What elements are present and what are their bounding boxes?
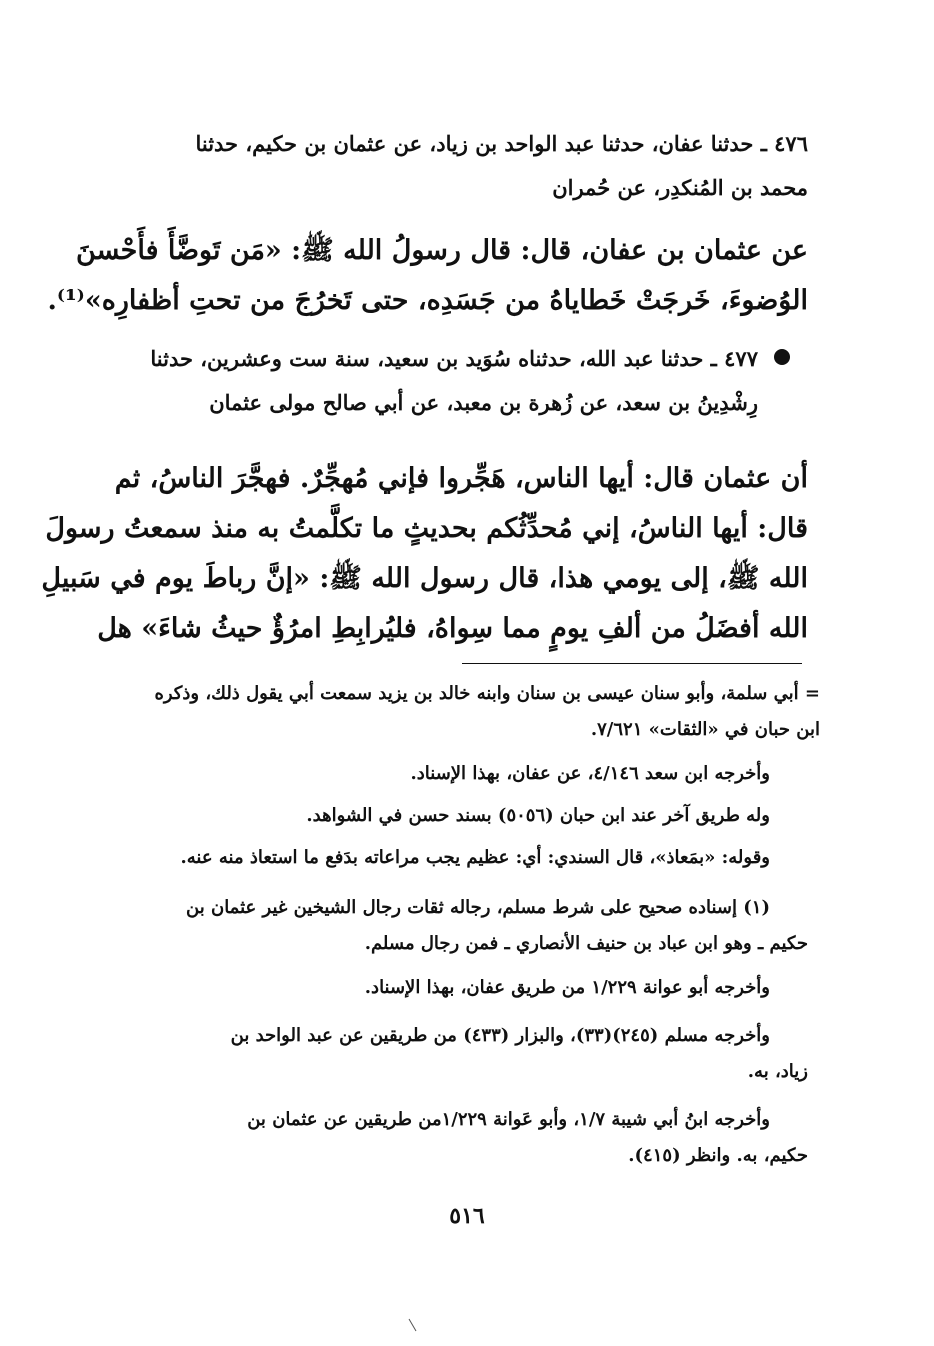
text-line: عن عثمان بن عفان، قال: قال رسولُ الله ﷺ: «مَن تَوضَّأَ فأَحْسنَ bbox=[76, 235, 808, 266]
footnote-paragraph bbox=[108, 1102, 808, 1174]
hadith-476-isnad bbox=[108, 122, 808, 210]
text-line: ٤٧٧ ـ حدثنا عبد الله، حدثناه سُوَيد بن سعيد، سنة ست وعشرين، حدثنا bbox=[150, 346, 758, 371]
hadith-477-matn bbox=[41, 454, 808, 654]
text-line: وله طريق آخر عند ابن حبان (٥٠٥٦) بسند حسن في الشواهد. bbox=[306, 805, 770, 826]
footnote-paragraph bbox=[108, 840, 808, 876]
footnote-paragraph bbox=[108, 970, 808, 1006]
hadith-477-isnad bbox=[108, 337, 758, 425]
text-line: = أبي سلمة، وأبو سنان عيسى بن سنان وابنه خالد بن يزيد سمعت أبي يقول ذلك، وذكره bbox=[154, 683, 820, 704]
text-line: (١) إسناده صحيح على شرط مسلم، رجاله ثقات رجال الشيخين غير عثمان بن bbox=[186, 897, 770, 918]
text-line: وأخرجه أبو عوانة ١/٢٢٩ من طريق عفان، بهذا الإسناد. bbox=[364, 977, 770, 998]
text-line: حكيم ـ وهو ابن عباد بن حنيف الأنصاري ـ فمن رجال مسلم. bbox=[364, 933, 808, 954]
footnote-paragraph bbox=[108, 756, 808, 792]
text-line: الله ﷺ، إلى يومي هذا، قال رسول الله ﷺ: «إنَّ رباطَ يوم في سَبيلِ bbox=[41, 563, 808, 594]
page-number: ٥١٦ bbox=[449, 1203, 485, 1229]
text-line: وقوله: «بمَعاذ»، قال السندي: أي: عظيم يجب مراعاته بدَفع ما استعاذ منه عنه. bbox=[180, 847, 770, 868]
text-line: حكيم، به. وانظر (٤١٥). bbox=[628, 1145, 808, 1166]
footnote-continuation bbox=[108, 676, 820, 748]
text-line: ٤٧٦ ـ حدثنا عفان، حدثنا عبد الواحد بن زياد، عن عثمان بن حكيم، حدثنا bbox=[195, 131, 808, 156]
footnote-paragraph bbox=[108, 1018, 808, 1090]
text-line: محمد بن المُنكدِر، عن حُمران bbox=[552, 175, 808, 200]
text-line: وأخرجه ابنُ أبي شيبة ١/٧، وأبو عَوانة ١/٢٢٩من طريقين عن عثمان بن bbox=[247, 1109, 770, 1130]
text-line: ابن حبان في «الثقات» ٧/٦٢١. bbox=[590, 719, 820, 740]
text-line: وأخرجه مسلم (٢٤٥)(٣٣)، والبزار (٤٣٣) من طريقين عن عبد الواحد بن bbox=[230, 1025, 770, 1046]
text-line: الله أفضَلُ من ألفِ يومٍ مما سِواهُ، فليُرابِطِ امرُؤٌ حيثُ شاءَ» هل bbox=[97, 613, 808, 644]
footnote-separator bbox=[462, 663, 802, 664]
footnote-1 bbox=[108, 890, 808, 962]
text-line: رِشْدِينُ بن سعد، عن زُهرة بن معبد، عن أبي صالح مولى عثمان bbox=[209, 390, 758, 415]
scan-mark bbox=[409, 1319, 417, 1332]
hadith-476-matn bbox=[47, 226, 808, 326]
text-line: زياد، به. bbox=[747, 1061, 808, 1082]
text-line: قال: أيها الناسُ، إني مُحدِّثُكم بحديثٍ ما تكلَّمتُ به منذ سمعتُ رسولَ bbox=[45, 513, 808, 544]
footnote-paragraph bbox=[108, 798, 808, 834]
text-line: وأخرجه ابن سعد ٤/١٤٦، عن عفان، بهذا الإسناد. bbox=[410, 763, 770, 784]
text-line: أن عثمان قال: أيها الناس، هَجِّروا فإني مُهجِّرٌ. فهجَّرَ الناسُ، ثم bbox=[114, 463, 808, 494]
bullet-marker bbox=[774, 349, 790, 365]
text-line: الوُضوءَ، خَرجَتْ خَطاياهُ من جَسَدِه، حتى تَخرُجَ من تحتِ أظفارِه»⁽¹⁾. bbox=[47, 285, 808, 316]
